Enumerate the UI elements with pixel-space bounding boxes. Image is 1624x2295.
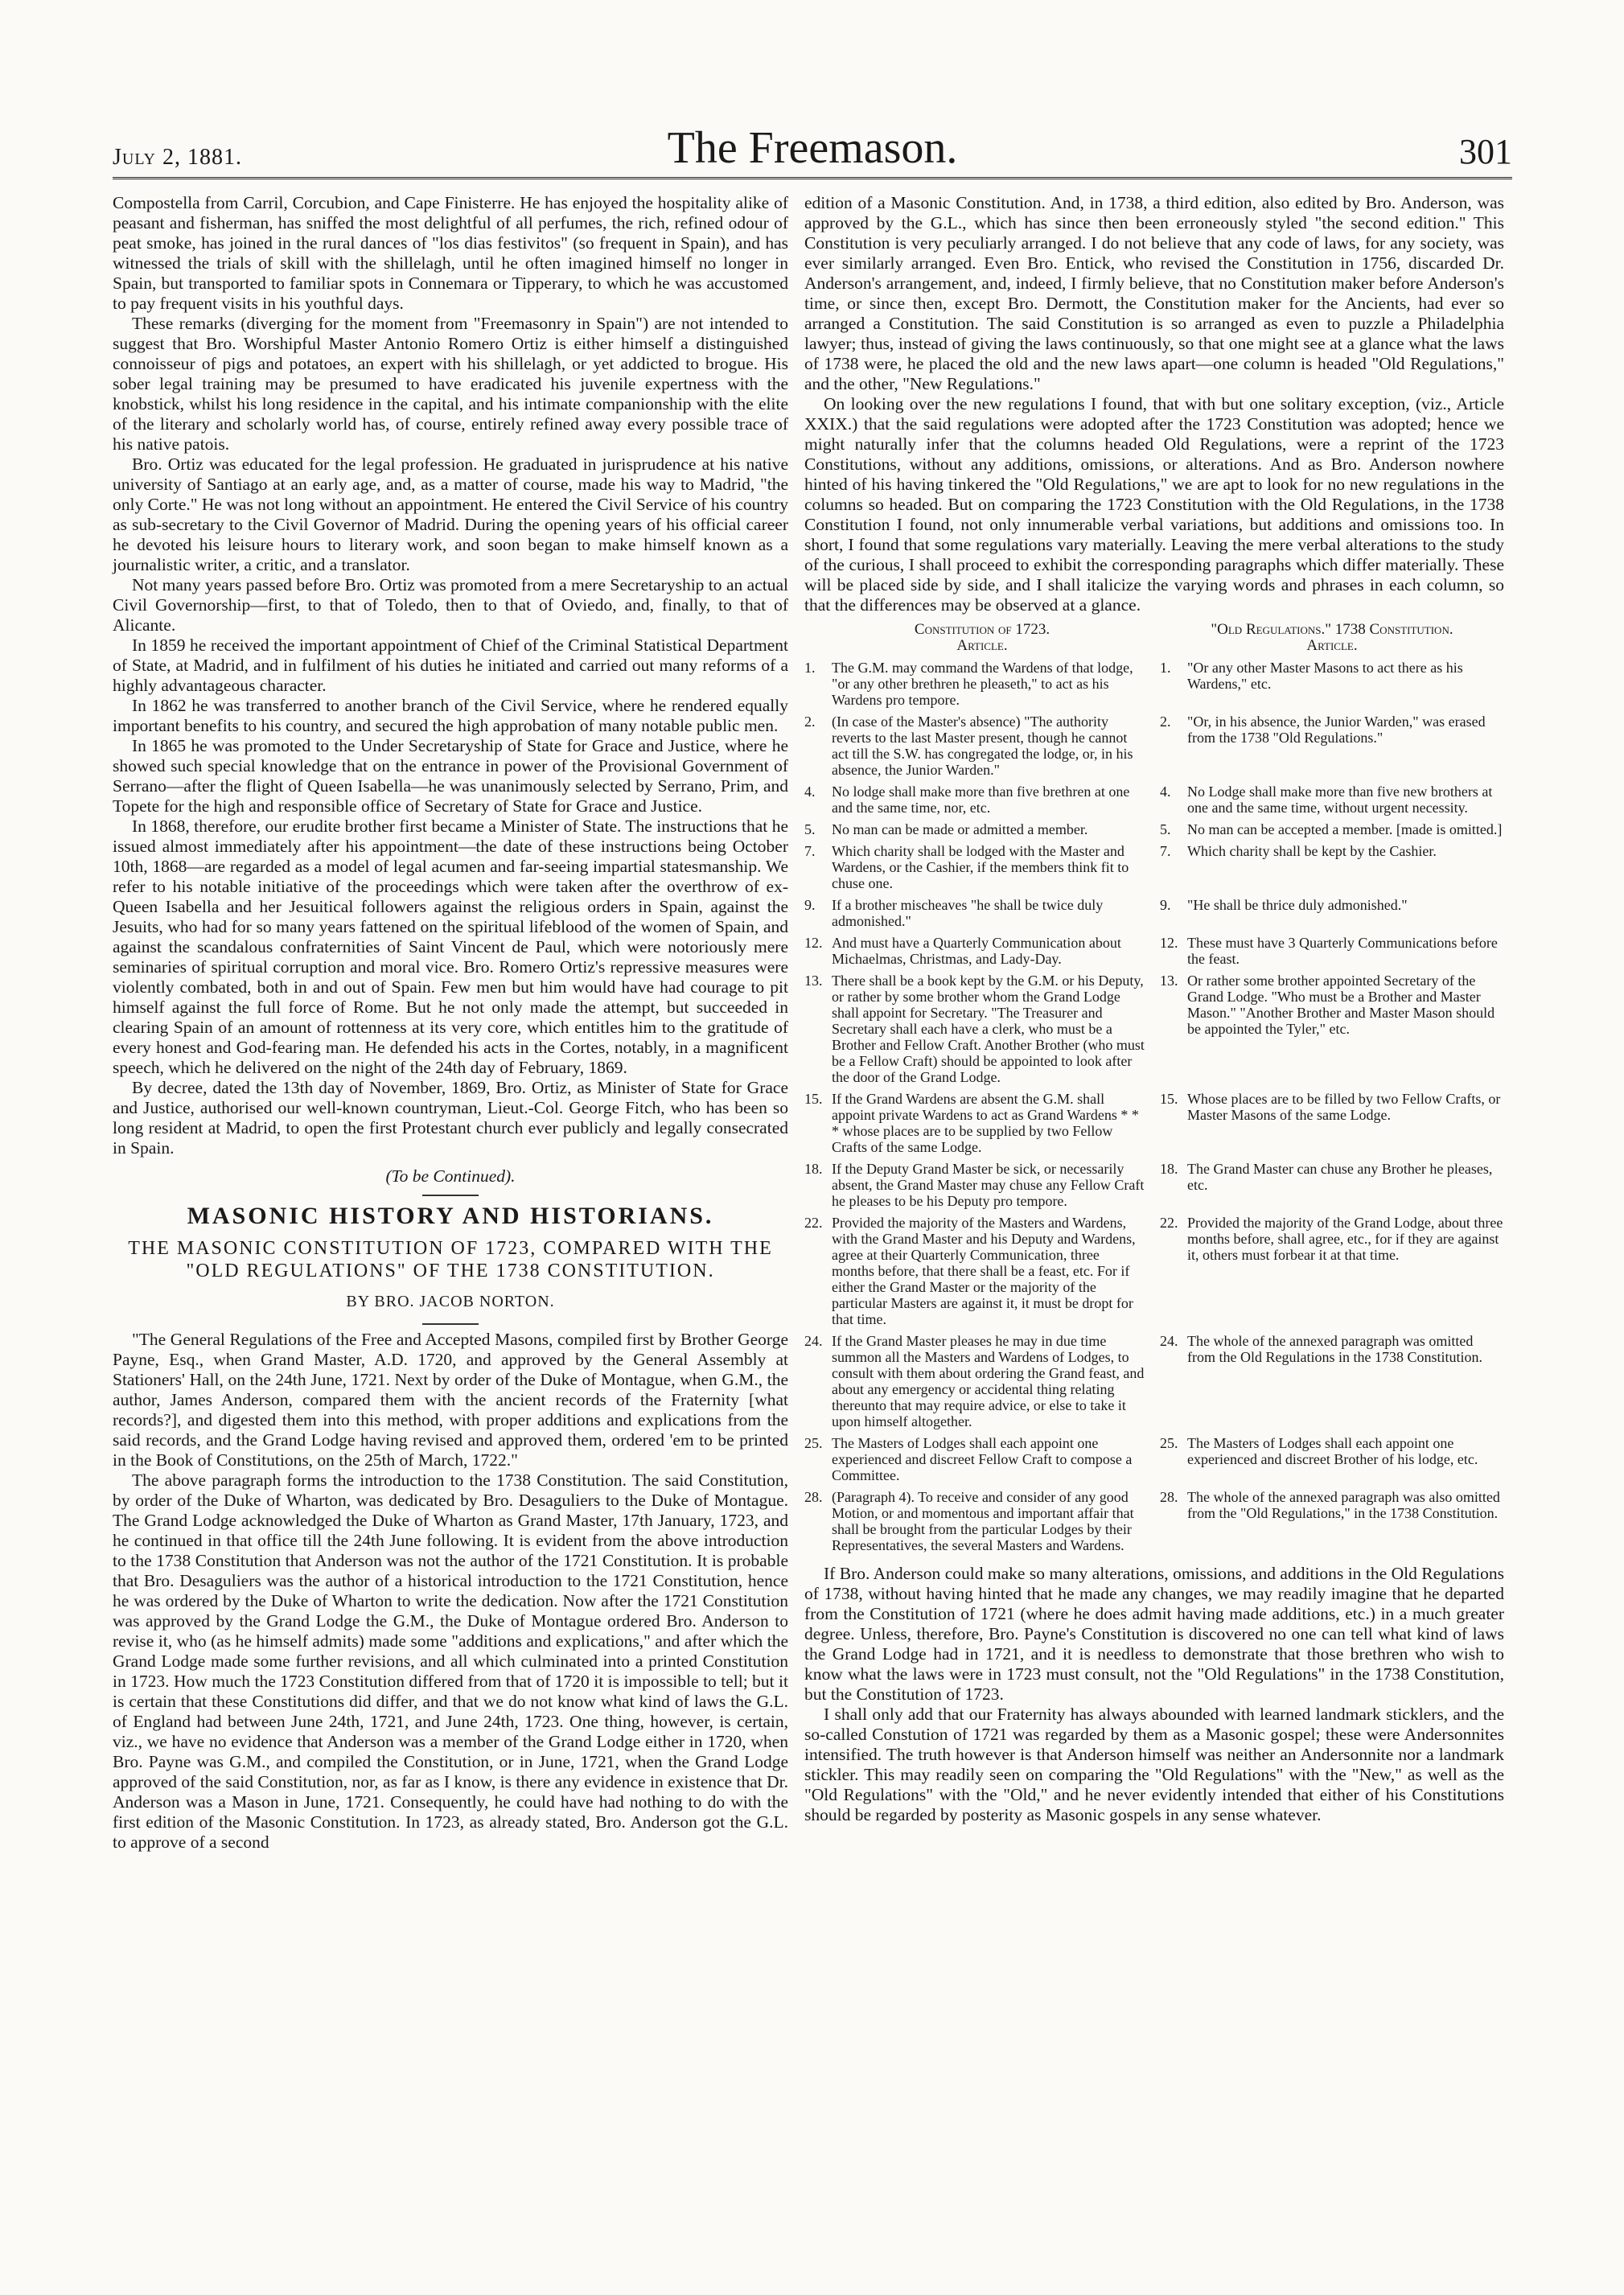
regulation-1738: Whose places are to be filled by two Fellow Crafts, or Master Masons of the same Lodge. [1187, 1091, 1501, 1123]
regulation-1738: The whole of the annexed paragraph was also omitted from the "Old Regulations," in the 1738 Constitution. [1187, 1489, 1500, 1521]
left-column [113, 193, 788, 1853]
article-number-1738: 7. [1160, 843, 1171, 859]
paragraph: edition of a Masonic Constitution. And, in 1738, a third edition, also edited by Bro. Anderson, was approved by the G.L., which has since then been erroneously styled "the second edition." This Constitution is very peculiarly arranged. I do not believe that any code of laws, for any society, was ever similarly arranged. Even Bro. Entick, who revised the Constitution in 1756, discarded Dr. Anderson's arrangement, and, indeed, I firmly believe, that no Constitution maker before Anderson's time, or since then, except Bro. Dermott, the Constitution maker for the Ancients, had ever so arranged a Constitution. The said Constitution is so arranged as even to puzzle a Philadelphia lawyer; thus, instead of giving the laws continuously, so that one might see at a glance what the laws of 1738 were, he placed the old and the new laws apart—one column is headed "Old Regulations," and the other, "New Regulations." [804, 193, 1504, 393]
head-right-title: "Old Regulations." 1738 Constitution. [1211, 621, 1453, 638]
right-column [804, 193, 1504, 1825]
regulation-1738: The Masters of Lodges shall each appoint one experienced and discreet Brother of his lodge, etc. [1187, 1435, 1478, 1467]
regulation-1723: (Paragraph 4). To receive and consider of any good Motion, or and momentous and important affair that shall be brought from the particular Lodges by their Representatives, the several Masters and Wardens. [832, 1489, 1134, 1553]
regulation-1738: "Or any other Master Masons to act there as his Wardens," etc. [1187, 660, 1463, 692]
article-number-1723: 25. [804, 1435, 823, 1451]
masthead-title: The Freemason. [667, 123, 958, 173]
regulation-1738: The Grand Master can chuse any Brother he pleases, etc. [1187, 1161, 1493, 1193]
table-row [804, 1331, 1504, 1433]
table-row [804, 1089, 1504, 1159]
article-number-1738: 2. [1160, 714, 1171, 730]
table-row [804, 820, 1504, 841]
article-number-1738: 24. [1160, 1333, 1178, 1349]
article-number-1738: 13. [1160, 973, 1178, 989]
regulation-1738: "Or, in his absence, the Junior Warden," was erased from the 1738 "Old Regulations." [1187, 714, 1486, 746]
head-left-sub: Article. [956, 637, 1008, 654]
regulation-1723: If a brother mischeaves "he shall be twice duly admonished." [832, 897, 1104, 929]
table-row [804, 1213, 1504, 1331]
regulation-1738: No man can be accepted a member. [made is omitted.] [1187, 821, 1503, 837]
regulation-1738: These must have 3 Quarterly Communications before the feast. [1187, 935, 1498, 967]
table-row [804, 933, 1504, 971]
article-number-1738: 22. [1160, 1215, 1178, 1231]
article-number-1723: 7. [804, 843, 816, 859]
paragraph: If Bro. Anderson could make so many alterations, omissions, and additions in the Old Regulations of 1738, without having hinted that he made any changes, we may readily imagine that he departed from the Constitution of 1721 (where he does admit having made additions, etc.) in a much greater degree. Unless, therefore, Bro. Payne's Constitution is discovered no one can tell what kind of laws the Grand Lodge had in 1721, and it is needless to demonstrate that those brethren who wish to know what the laws were in 1723 must consult, not the "Old Regulations" in the 1738 Constitution, but the Constitution of 1723. [804, 1564, 1504, 1704]
table-row [804, 971, 1504, 1089]
byline-divider [422, 1323, 479, 1325]
regulation-1738: Which charity shall be kept by the Cashier. [1187, 843, 1437, 859]
article-number-1723: 28. [804, 1489, 823, 1505]
article-number-1738: 1. [1160, 660, 1171, 676]
regulation-1723: No man can be made or admitted a member. [832, 821, 1088, 837]
head-left-title: Constitution of 1723. [914, 621, 1050, 638]
table-row [804, 895, 1504, 933]
regulation-1723: If the Deputy Grand Master be sick, or necessarily absent, the Grand Master may chuse any Fellow Craft he pleases to be his Deputy pro tempore. [832, 1161, 1145, 1209]
article-subtitle: THE MASONIC CONSTITUTION OF 1723, COMPARED WITH THE "OLD REGULATIONS" OF THE 1738 CONSTITUTION. [128, 1238, 773, 1281]
paragraph: In 1865 he was promoted to the Under Secretaryship of State for Grace and Justice, where he showed such special knowledge that on the entrance in power of the Provisional Government of Serrano—after the flight of Queen Isabella—he was unanimously selected by Serrano, Prim, and Topete for the high and responsible office of Secretary of State for Grace and Justice. [113, 736, 788, 816]
regulation-1738: "He shall be thrice duly admonished." [1187, 897, 1408, 913]
paragraph: In 1868, therefore, our erudite brother first became a Minister of State. The instructions that he issued almost immediately after his appointment—the date of these instructions being October 10th, 1868—are regarded as a model of legal acumen and far-seeing impartial statesmanship. We refer to his notable initiative of the proceedings which were taken after the overthrow of ex-Queen Isabella and her Jesuitical followers against the religious orders in Spain, against the Jesuits, who had for so many years fattened on the spiritual lifeblood of the women of Spain, and against the scandalous confraternities of Saint Vincent de Paul, which were notoriously mere seminaries of spiritual corruption and moral vice. Bro. Romero Ortiz's repressive measures were violently combated, both in and out of Spain. Few men but him would have had courage to pit himself against the full force of Rome. But he not only made the attempt, but succeeded in clearing Spain of an amount of rottenness at its very core, which entitles him to the gratitude of every honest and God-fearing man. He defended his acts in the Cortes, notably, in a magnificent speech, which he delivered on the night of the 24th day of February, 1869. [113, 816, 788, 1077]
article-number-1738: 4. [1160, 784, 1171, 800]
article-number-1723: 1. [804, 660, 816, 676]
paragraph: These remarks (diverging for the moment from "Freemasonry in Spain") are not intended to suggest that Bro. Worshipful Master Antonio Romero Ortiz is either himself a distinguished connoisseur of pigs and potatoes, an expert with his shillelagh, or yet addicted to brogue. His sober legal training may be presumed to have eradicated his juvenile expertness with the knobstick, whilst his long residence in the capital, and his intimate companionship with the elite of the literary and scholarly world has, of course, entirely refined away every possible trace of his native patois. [113, 314, 788, 454]
article-number-1723: 9. [804, 897, 816, 913]
section-title: MASONIC HISTORY AND HISTORIANS. [187, 1203, 714, 1229]
regulation-1738: The whole of the annexed paragraph was omitted from the Old Regulations in the 1738 Constitution. [1187, 1333, 1482, 1365]
table-row [804, 841, 1504, 895]
article-number-1738: 15. [1160, 1091, 1178, 1107]
article-byline: BY BRO. JACOB NORTON. [346, 1293, 555, 1310]
article-number-1723: 18. [804, 1161, 823, 1177]
regulation-1723: The Masters of Lodges shall each appoint one experienced and discreet Fellow Craft to compose a Committee. [832, 1435, 1133, 1483]
regulation-1723: If the Grand Wardens are absent the G.M. shall appoint private Wardens to act as Grand Wardens * * * whose places are to be supplied by two Fellow Crafts of the same Lodge. [832, 1091, 1139, 1155]
article-number-1723: 4. [804, 784, 816, 800]
regulation-1723: No lodge shall make more than five brethren at one and the same time, nor, etc. [832, 784, 1130, 816]
table-row [804, 712, 1504, 782]
table-row [804, 658, 1504, 712]
article-number-1723: 24. [804, 1333, 823, 1349]
article-number-1723: 5. [804, 821, 816, 837]
table-header-row [804, 620, 1504, 658]
paragraph: I shall only add that our Fraternity has always abounded with learned landmark sticklers, and the so-called Constution of 1721 was regarded by them as a Masonic gospel; these were Andersonnites intensified. The truth however is that Anderson himself was neither an Andersonnite nor a landmark stickler. This may readily seen on comparing the "Old Regulations" with the "New," as well as the "Old Regulations" with the "Old," and he never evidently intended that either of his Constitutions should be regarded by posterity as Masonic gospels in any sense whatever. [804, 1705, 1504, 1824]
article-number-1723: 15. [804, 1091, 823, 1107]
paragraph: Not many years passed before Bro. Ortiz was promoted from a mere Secretaryship to an actual Civil Governorship—first, to that of Toledo, then to that of Oviedo, and, finally, to that of Alicante. [113, 575, 788, 635]
article-number-1723: 12. [804, 935, 823, 951]
article-number-1723: 22. [804, 1215, 823, 1231]
article-number-1723: 2. [804, 714, 816, 730]
table-row [804, 1159, 1504, 1213]
paragraph: Compostella from Carril, Corcubion, and Cape Finisterre. He has enjoyed the hospitality alike of peasant and fisherman, has sniffed the most delightful of all perfumes, the rich, refined odour of peat smoke, has joined in the rural dances of "los dias festivitos" (so frequent in Spain), and has witnessed the trials of skill with the shillelagh, until he often imagined himself no longer in Spain, but transported to familiar spots in Connemara or Tipperary, to which he was accustomed to pay frequent visits in his youthful days. [113, 193, 788, 313]
regulation-1723: Which charity shall be lodged with the Master and Wardens, or the Cashier, if the members think fit to chuse one. [832, 843, 1129, 891]
article-number-1738: 12. [1160, 935, 1178, 951]
to-be-continued: (To be Continued). [385, 1166, 516, 1186]
article-number-1738: 5. [1160, 821, 1171, 837]
article-number-1738: 9. [1160, 897, 1171, 913]
paragraph: On looking over the new regulations I found, that with but one solitary exception, (viz., Article XXIX.) that the said regulations were adopted after the 1723 Constitution was adopted; hence we might naturally infer that the columns headed Old Regulations, were a reprint of the 1723 Constitutions, without any additions, omissions, or alterations. And as Bro. Anderson nowhere hinted of his having tinkered the "Old Regulations," we are apt to look for no new regulations in the columns so headed. But on comparing the 1723 Constitution with the Old Regulations, in the 1738 Constitution I found, not only innumerable verbal variations, but additions and omissions too. In short, I found that some regulations vary materially. Leaving the mere verbal alterations to the study of the curious, I shall proceed to exhibit the corresponding paragraphs which differ materially. These will be placed side by side, and I shall italicize the varying words and phrases in each column, so that the differences may be observed at a glance. [804, 394, 1504, 615]
paragraph: By decree, dated the 13th day of November, 1869, Bro. Ortiz, as Minister of State for Grace and Justice, authorised our well-known countryman, Lieut.-Col. George Fitch, who has been so long resident at Madrid, to open the first Protestant church ever publicly and legally consecrated in Spain. [113, 1078, 788, 1158]
article-number-1738: 25. [1160, 1435, 1178, 1451]
regulation-1723: If the Grand Master pleases he may in due time summon all the Masters and Wardens of Lodges, to consult with them about ordering the Grand feast, and about any emergency or accidental thing relating thereunto that may require advice, or else to take it upon himself altogether. [832, 1333, 1145, 1429]
page-number: 301 [1459, 132, 1512, 171]
paragraph: In 1859 he received the important appointment of Chief of the Criminal Statistical Department of State, at Madrid, and in fulfilment of his duties he initiated and carried out many reforms of a highly advantageous character. [113, 635, 788, 695]
article-number-1723: 13. [804, 973, 823, 989]
regulation-1723: And must have a Quarterly Communication about Michaelmas, Christmas, and Lady-Day. [832, 935, 1121, 967]
comparison-rows [804, 658, 1504, 1557]
paragraph: In 1862 he was transferred to another branch of the Civil Service, where he rendered equally important benefits to his country, and secured the high approbation of many notable public men. [113, 696, 788, 735]
comparison-table [804, 620, 1504, 1557]
issue-date: July 2, 1881. [113, 145, 242, 170]
regulation-1723: The G.M. may command the Wardens of that lodge, "or any other brethren he pleaseth," to act as his Wardens pro tempore. [832, 660, 1133, 708]
article-number-1738: 18. [1160, 1161, 1178, 1177]
section-divider [422, 1195, 479, 1196]
regulation-1723: Provided the majority of the Masters and Wardens, with the Grand Master and his Deputy and Wardens, agree at their Quarterly Communication, three months before, that there shall be a feast, etc. For if either the Grand Master or the majority of the particular Masters are against it, it must be dropt for that time. [832, 1215, 1136, 1327]
table-head-right [1160, 620, 1504, 658]
regulation-1738: Provided the majority of the Grand Lodge, about three months before, shall agree, etc., for if they are against it, others must forbear it at that time. [1187, 1215, 1503, 1263]
regulation-1738: Or rather some brother appointed Secretary of the Grand Lodge. "Who must be a Brother and Master Mason." "Another Brother and Master Mason should be appointed the Tyler," etc. [1187, 973, 1495, 1037]
article-number-1738: 28. [1160, 1489, 1178, 1505]
regulation-1723: There shall be a book kept by the G.M. or his Deputy, or rather by some brother whom the Grand Lodge shall appoint for Secretary. "The Treasurer and Secretary shall each have a clerk, who must be a Brother and Fellow Craft. Another Brother (who must be a Fellow Craft) should be appointed to look after the door of the Grand Lodge. [832, 973, 1145, 1085]
page-header [113, 121, 1512, 179]
regulation-1738: No Lodge shall make more than five new brothers at one and the same time, without urgent necessity. [1187, 784, 1493, 816]
table-head-left [804, 620, 1160, 658]
paragraph: Bro. Ortiz was educated for the legal profession. He graduated in jurisprudence at his native university of Santiago at an early age, and, as a matter of course, made his way to Madrid, "the only Corte." He was not long without an appointment. He entered the Civil Service of his country as sub-secretary to the Civil Governor of Madrid. During the opening years of his official career he devoted his leisure hours to literary work, and soon began to make himself known as a journalistic writer, a critic, and a translator. [113, 454, 788, 574]
paragraph: "The General Regulations of the Free and Accepted Masons, compiled first by Brother George Payne, Esq., when Grand Master, A.D. 1720, and approved by the General Assembly at Stationers' Hall, on the 24th June, 1721. Next by order of the Duke of Montague, when G.M., the author, James Anderson, compared them with the ancient records of the Fraternity [what records?], and digested them into this method, with proper additions and explications from the said records, and the Grand Lodge having revised and approved them, ordered 'em to be printed in the Book of Constitutions, on the 25th of March, 1722." [113, 1330, 788, 1470]
regulation-1723: (In case of the Master's absence) "The authority reverts to the last Master present, though he cannot act till the S.W. has congregated the lodge, or, in his absence, the Junior Warden." [832, 714, 1133, 778]
table-row [804, 782, 1504, 820]
table-row [804, 1433, 1504, 1487]
head-right-sub: Article. [1306, 637, 1358, 654]
table-row [804, 1487, 1504, 1557]
paragraph: The above paragraph forms the introduction to the 1738 Constitution. The said Constitution, by order of the Duke of Wharton, was dedicated by Bro. Desaguliers to the Duke of Montague. The Grand Lodge acknowledged the Duke of Wharton as Grand Master, 17th January, 1723, and he continued in that office till the 24th June following. It is evident from the above introduction to the 1738 Constitution that Anderson was not the author of the 1721 Constitution. It is probable that Bro. Desaguliers was the author of a historical introduction to the 1721 Constitution, hence he was ordered by the Duke of Wharton to write the dedication. Now after the 1721 Constitution was approved by the Grand Lodge the G.M., the Duke of Montague ordered Bro. Anderson to revise it, who (as he himself admits) made some "additions and explications," and after which the Grand Lodge made some further revisions, and all which culminated into a printed Constitution in 1723. How much the 1723 Constitution differed from that of 1720 it is impossible to tell; but it is certain that these Constitutions did differ, and that we do not know what kind of laws the G.L. of England had between June 24th, 1721, and June 24th, 1723. One thing, however, is certain, viz., we have no evidence that Anderson was a member of the Grand Lodge either in 1720, when Bro. Payne was G.M., and compiled the Constitution, or in June, 1721, when the Grand Lodge approved of the said Constitution, nor, as far as I know, is there any evidence in existence that Dr. Anderson was a Mason in June, 1721. Consequently, he could have had nothing to do with the first edition of the Masonic Constitution. In 1723, as already stated, Bro. Anderson got the G.L. to approve of a second [113, 1470, 788, 1852]
